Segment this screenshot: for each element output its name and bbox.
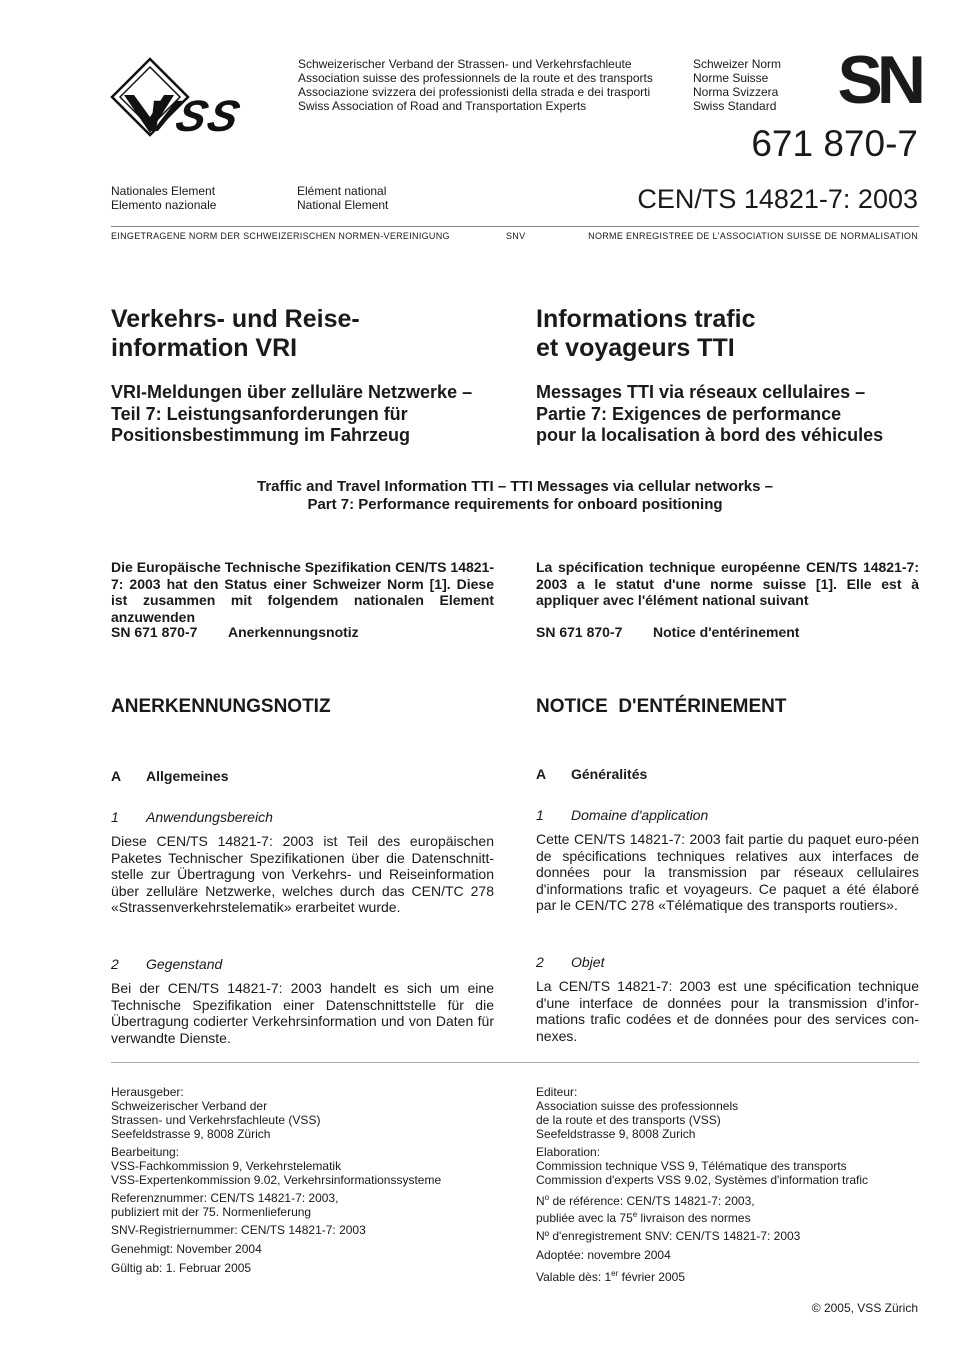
subtitle-de-line-3: Positionsbestimmung im Fahrzeug bbox=[111, 425, 411, 445]
intro-fr: La spécification technique européenne CEN/TS 14821-7: 2003 a le statut d'une norme suisse [1]. Elle est à appliquer avec l'élément national suivant bbox=[536, 559, 919, 608]
section-1-de-title: Anwendungsbereich bbox=[146, 809, 273, 825]
footer-de-publisher-line: Strassen- und Verkehrsfachleute (VSS) bbox=[111, 1113, 321, 1127]
footer-de-reference-line: Referenznummer: CEN/TS 14821-7: 2003, bbox=[111, 1191, 339, 1205]
footer-de-publisher-line: Schweizerischer Verband der bbox=[111, 1099, 268, 1113]
title-en-line-1: Traffic and Travel Information TTI – TTI Messages via cellular networks – bbox=[257, 478, 773, 495]
subtitle-de bbox=[111, 382, 511, 447]
element-label-fr: Elément national bbox=[297, 184, 387, 198]
element-label-en: National Element bbox=[297, 198, 389, 212]
footer-de bbox=[111, 1085, 511, 1275]
footer-de-reference bbox=[111, 1191, 511, 1219]
footer-fr-ref-rest: de référence: CEN/TS 14821-7: 2003, bbox=[549, 1194, 755, 1208]
association-line-fr: Association suisse des professionnels de la route et des transports bbox=[298, 71, 653, 85]
section-1-fr-body: Cette CEN/TS 14821-7: 2003 fait partie du paquet euro-péen de spécifications techniques relatives aux interfaces de données pour la transmission par réseaux cellulaires d'informations trafic et voyageurs. Ce paquet a été élaboré par le CEN/TC 278 «Télématique des transports routiers». bbox=[536, 831, 919, 913]
section-1-de-body: Diese CEN/TS 14821-7: 2003 ist Teil des europäischen Paketes Technischer Spezifikationen über die Datenschnitt-stelle zur Übertragung von Verkehrs- und Reiseinformation über zelluläre Netzwerke, welches durch das CEN/TC 278 «Strassenverkehrstelematik» erarbeitet wurde. bbox=[111, 833, 494, 915]
footer-fr-valid-a: Valable dès: 1 bbox=[536, 1270, 612, 1284]
section-2-de-heading bbox=[111, 956, 222, 973]
section-2-fr-title: Objet bbox=[571, 954, 605, 970]
copyright: © 2005, VSS Zürich bbox=[811, 1301, 918, 1315]
footer-fr-ref-l2-a: publiée avec la 75 bbox=[536, 1211, 633, 1225]
section-1-fr-title: Domaine d'application bbox=[571, 807, 709, 823]
norm-label-fr: Norme Suisse bbox=[693, 71, 769, 85]
section-1-de-heading bbox=[111, 809, 273, 826]
header-divider bbox=[111, 226, 919, 227]
association-line-en: Swiss Association of Road and Transportation Experts bbox=[298, 99, 587, 113]
title-de bbox=[111, 305, 511, 363]
section-a-fr-letter: A bbox=[536, 766, 547, 782]
subtitle-fr-line-2: Partie 7: Exigences de performance bbox=[536, 403, 842, 424]
registry-snv: SNV bbox=[506, 231, 526, 241]
norm-label-it: Norma Svizzera bbox=[693, 85, 779, 99]
footer-fr-ref-l2-sup: e bbox=[632, 1210, 638, 1219]
norm-label-en: Swiss Standard bbox=[693, 99, 777, 113]
section-2-fr-body: La CEN/TS 14821-7: 2003 est une spécification technique d'une interface de données pour la transmission d'infor-mations trafic codées et de données pour des services con-nexes. bbox=[536, 978, 919, 1044]
national-element-right bbox=[297, 184, 477, 212]
norm-type-labels bbox=[693, 57, 803, 113]
heading-fr: NOTICE D'ENTÉRINEMENT bbox=[536, 696, 787, 717]
intro-fr-ref bbox=[536, 624, 919, 641]
norm-label-de: Schweizer Norm bbox=[693, 57, 782, 71]
footer-fr-publisher bbox=[536, 1085, 936, 1141]
title-en-line-2: Part 7: Performance requirements for onboard positioning bbox=[307, 496, 723, 513]
vss-logo bbox=[110, 57, 292, 139]
intro-fr-ref-number: SN 671 870-7 bbox=[536, 624, 623, 640]
section-2-de-body: Bei der CEN/TS 14821-7: 2003 handelt es sich um eine Technische Spezifikation einer Datenschnittstelle für die Übertragung codierter Verkehrsinformation und von Daten für verwandte Dienste. bbox=[111, 980, 494, 1046]
section-a-de-letter: A bbox=[111, 768, 122, 784]
footer-fr-editing-line: Commission technique VSS 9, Télématique des transports bbox=[536, 1159, 847, 1173]
title-fr-line-1: Informations trafic bbox=[536, 305, 756, 333]
footer-fr-ref-sup: o bbox=[544, 1193, 550, 1202]
subtitle-de-line-2: Teil 7: Leistungsanforderungen für bbox=[111, 403, 408, 424]
footer-fr-valid bbox=[536, 1267, 936, 1284]
association-names bbox=[298, 57, 688, 113]
element-label-de: Nationales Element bbox=[111, 184, 216, 198]
association-line-it: Associazione svizzera dei professionisti della strada e dei trasporti bbox=[298, 85, 651, 99]
footer-de-editing bbox=[111, 1145, 511, 1187]
section-a-de-title: Allgemeines bbox=[146, 768, 229, 784]
subtitle-fr bbox=[536, 382, 936, 447]
title-fr bbox=[536, 305, 936, 363]
footer-fr-reference-line-1 bbox=[536, 1191, 936, 1208]
intro-de: Die Europäische Technische Spezifikation CEN/TS 14821-7: 2003 hat den Status einer Schweizer Norm [1]. Diese ist zusammen mit folgendem nationalen Element anzuwenden bbox=[111, 559, 494, 625]
registry-fr: NORME ENREGISTREE DE L'ASSOCIATION SUISSE DE NORMALISATION bbox=[588, 231, 918, 241]
footer-fr-reference bbox=[536, 1191, 936, 1225]
footer-de-approved: Genehmigt: November 2004 bbox=[111, 1242, 262, 1256]
logo-text: VSS bbox=[139, 91, 247, 139]
footer-fr-valid-b: février 2005 bbox=[618, 1270, 685, 1284]
national-element-left bbox=[111, 184, 291, 212]
subtitle-de-line-1: VRI-Meldungen über zelluläre Netzwerke – bbox=[111, 382, 473, 402]
section-a-fr-title: Généralités bbox=[571, 766, 648, 782]
footer-fr-registry: Nº d'enregistrement SNV: CEN/TS 14821-7: 2003 bbox=[536, 1229, 801, 1243]
section-2-fr-number: 2 bbox=[536, 954, 544, 970]
footer-de-reference-line: publiziert mit der 75. Normenlieferung bbox=[111, 1205, 312, 1219]
section-1-fr-number: 1 bbox=[536, 807, 544, 823]
footer-fr-editing bbox=[536, 1145, 936, 1187]
footer-fr bbox=[536, 1085, 936, 1284]
footer-fr-ref-l2-b: livraison des normes bbox=[637, 1211, 751, 1225]
section-1-de-number: 1 bbox=[111, 809, 119, 825]
footer-de-publisher-address: Seefeldstrasse 9, 8008 Zürich bbox=[111, 1127, 271, 1141]
footer-fr-valid-sup: er bbox=[611, 1269, 619, 1278]
norm-number: 671 870-7 bbox=[751, 123, 918, 164]
sn-mark: SN bbox=[837, 42, 920, 118]
footer-de-editing-label: Bearbeitung: bbox=[111, 1145, 180, 1159]
footer-fr-publisher-line: de la route et des transports (VSS) bbox=[536, 1113, 721, 1127]
footer-de-publisher-label: Herausgeber: bbox=[111, 1085, 184, 1099]
section-2-de-title: Gegenstand bbox=[146, 956, 223, 972]
registry-de: EINGETRAGENE NORM DER SCHWEIZERISCHEN NORMEN-VEREINIGUNG bbox=[111, 231, 450, 241]
intro-de-ref-name: Anerkennungsnotiz bbox=[228, 624, 359, 640]
subtitle-fr-line-3: pour la localisation à bord des véhicules bbox=[536, 425, 884, 445]
footer-de-valid: Gültig ab: 1. Februar 2005 bbox=[111, 1261, 252, 1275]
subtitle-fr-line-1: Messages TTI via réseaux cellulaires – bbox=[536, 382, 866, 402]
footer-de-editing-line: VSS-Fachkommission 9, Verkehrstelematik bbox=[111, 1159, 342, 1173]
heading-de: ANERKENNUNGSNOTIZ bbox=[111, 696, 331, 717]
footer-fr-reference-line-2 bbox=[536, 1208, 936, 1225]
footer-de-editing-line: VSS-Expertenkommission 9.02, Verkehrsinformationssysteme bbox=[111, 1173, 442, 1187]
element-label-it: Elemento nazionale bbox=[111, 198, 217, 212]
title-de-line-2: information VRI bbox=[111, 334, 298, 362]
section-2-de-number: 2 bbox=[111, 956, 119, 972]
association-line-de: Schweizerischer Verband der Strassen- und Verkehrsfachleute bbox=[298, 57, 632, 71]
section-1-fr-heading bbox=[536, 807, 708, 824]
intro-de-ref bbox=[111, 624, 494, 641]
footer-divider bbox=[111, 1062, 919, 1063]
footer-fr-approved: Adoptée: novembre 2004 bbox=[536, 1248, 671, 1262]
section-2-fr-heading bbox=[536, 954, 604, 971]
footer-fr-publisher-address: Seefeldstrasse 9, 8008 Zurich bbox=[536, 1127, 696, 1141]
section-a-fr bbox=[536, 766, 647, 783]
title-en bbox=[111, 478, 919, 514]
section-a-de bbox=[111, 768, 228, 785]
footer-fr-editing-label: Elaboration: bbox=[536, 1145, 601, 1159]
footer-fr-editing-line: Commission d'experts VSS 9.02, Systèmes d'information trafic bbox=[536, 1173, 869, 1187]
intro-de-ref-number: SN 671 870-7 bbox=[111, 624, 198, 640]
intro-fr-ref-name: Notice d'entérinement bbox=[653, 624, 800, 640]
footer-de-registry: SNV-Registriernummer: CEN/TS 14821-7: 2003 bbox=[111, 1223, 366, 1237]
footer-de-publisher bbox=[111, 1085, 511, 1141]
footer-fr-publisher-label: Editeur: bbox=[536, 1085, 578, 1099]
cen-reference: CEN/TS 14821-7: 2003 bbox=[637, 184, 918, 214]
title-de-line-1: Verkehrs- und Reise- bbox=[111, 305, 360, 333]
footer-fr-ref-prefix: N bbox=[536, 1194, 545, 1208]
vss-logo-graphic bbox=[110, 57, 292, 139]
title-fr-line-2: et voyageurs TTI bbox=[536, 334, 735, 362]
footer-fr-publisher-line: Association suisse des professionnels bbox=[536, 1099, 739, 1113]
